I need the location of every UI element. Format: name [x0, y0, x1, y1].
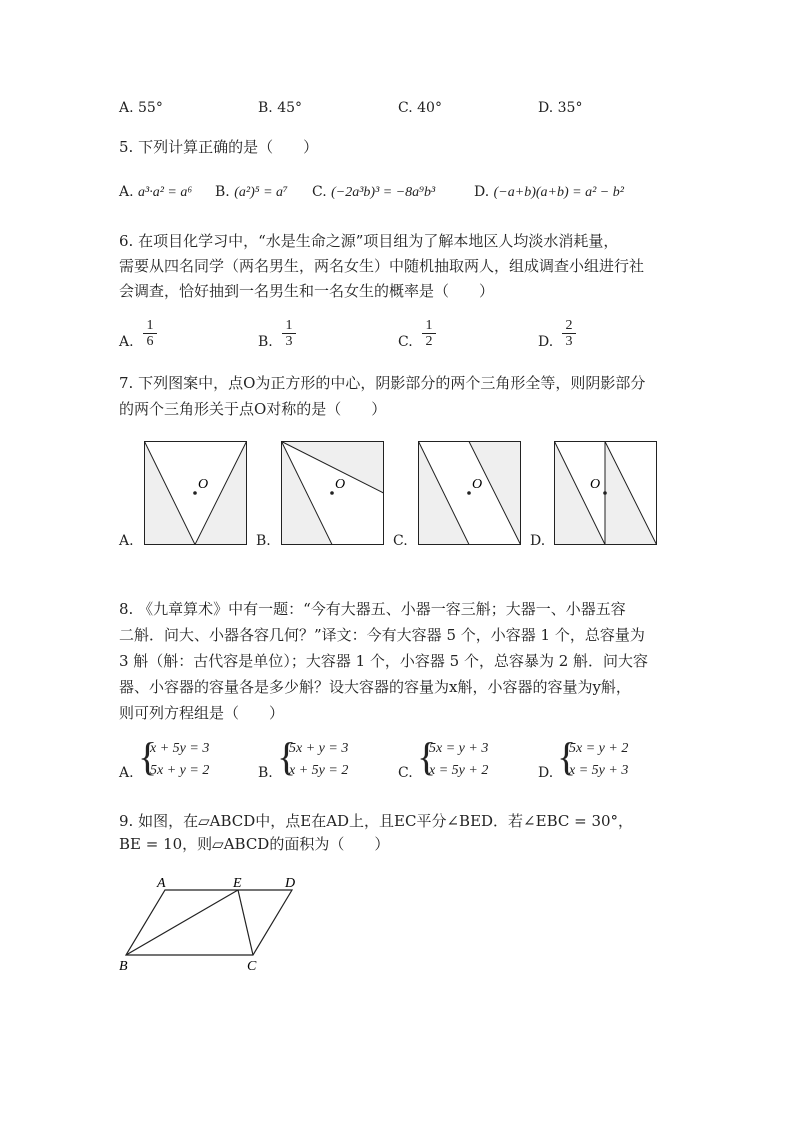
q7-stem-line1: 7. 下列图案中，点O为正方形的中心，阴影部分的两个三角形全等，则阴影部分: [119, 374, 646, 392]
center-point: [467, 491, 471, 495]
q6-stem-line1: 6. 在项目化学习中，“水是生命之源”项目组为了解本地区人均淡水消耗量，: [119, 232, 619, 250]
q6-option-c-fraction[interactable]: $\frac{1}{2}$: [422, 318, 436, 349]
q6-stem-line3: 会调查，恰好抽到一名男生和一名女生的概率是（ ）: [119, 282, 495, 300]
q8-stem-line2: 二斛．问大、小器各容几何？”译文：今有大容器 5 个，小容器 1 个，总容量为: [119, 626, 645, 644]
center-label: O: [590, 477, 601, 492]
vertex-label-c: C: [247, 959, 257, 974]
q5-option-c[interactable]: C. (−2a³b)³ = −8a⁹b³: [312, 184, 436, 200]
q7-option-d-label[interactable]: D.: [530, 533, 546, 549]
q7-figure-b[interactable]: [281, 441, 384, 545]
q7-figure-c[interactable]: [418, 441, 521, 545]
q4-option-a[interactable]: A. 55°: [119, 100, 163, 116]
q8-option-d-system[interactable]: 5x = y + 2 x = 5y + 3: [569, 741, 629, 778]
q8-option-c-system[interactable]: 5x = y + 3 x = 5y + 2: [429, 741, 489, 778]
vertex-label-b: B: [119, 959, 128, 974]
q9-stem-line2: BE = 10，则▱ABCD的面积为（ ）: [119, 835, 390, 853]
q5-option-b[interactable]: B. (a²)⁵ = a⁷: [215, 184, 288, 200]
q6-option-c-label[interactable]: C.: [398, 334, 413, 350]
q8-option-c-label[interactable]: C.: [398, 765, 413, 781]
q7-stem-line2: 的两个三角形关于点O对称的是（ ）: [119, 400, 387, 418]
q8-option-b-brace: {: [277, 734, 297, 779]
q5-option-d[interactable]: D. (−a+b)(a+b) = a² − b²: [474, 184, 624, 200]
q8-option-a-system[interactable]: x + 5y = 3 5x + y = 2: [150, 741, 210, 778]
center-label: O: [335, 477, 346, 492]
q7-option-b-label[interactable]: B.: [256, 533, 271, 549]
q8-option-a-label[interactable]: A.: [119, 765, 134, 781]
center-point: [330, 491, 334, 495]
q6-option-b-label[interactable]: B.: [258, 334, 273, 350]
q6-option-a-label[interactable]: A.: [119, 334, 134, 350]
center-point: [193, 491, 197, 495]
center-point: [603, 491, 607, 495]
q6-option-a-fraction[interactable]: $\frac{1}{6}$: [143, 318, 157, 349]
q5-stem: 5. 下列计算正确的是（ ）: [119, 138, 319, 156]
q9-parallelogram-figure: [112, 872, 312, 976]
q7-option-a-label[interactable]: A.: [119, 533, 134, 549]
q8-stem-line4: 器、小容器的容量各是多少斛？设大容器的容量为x斛，小容器的容量为y斛，: [119, 678, 631, 696]
vertex-label-e: E: [233, 876, 242, 891]
q9-stem-line1: 9. 如图，在▱ABCD中，点E在AD上，且EC平分∠BED．若∠EBC = 30°，: [119, 812, 634, 830]
q8-option-a-brace: {: [138, 734, 158, 779]
q7-figure-d[interactable]: [554, 441, 657, 545]
vertex-label-d: D: [285, 876, 296, 891]
q8-stem-line5: 则可列方程组是（ ）: [119, 704, 285, 722]
q8-option-c-brace: {: [417, 734, 437, 779]
q6-option-d-fraction[interactable]: $\frac{2}{3}$: [562, 318, 576, 349]
q6-option-d-label[interactable]: D.: [538, 334, 554, 350]
q4-option-b[interactable]: B. 45°: [258, 100, 303, 116]
q7-figure-a[interactable]: [144, 441, 247, 545]
q8-option-d-brace: {: [557, 734, 577, 779]
q7-option-c-label[interactable]: C.: [393, 533, 408, 549]
q8-stem-line1: 8. 《九章算术》中有一题：“今有大器五、小器一容三斛；大器一、小器五容: [119, 600, 626, 618]
q6-stem-line2: 需要从四名同学（两名男生，两名女生）中随机抽取两人，组成调查小组进行社: [119, 257, 645, 275]
q8-option-b-label[interactable]: B.: [258, 765, 273, 781]
center-label: O: [198, 477, 209, 492]
q8-stem-line3: 3 斛（斛：古代容是单位）；大容器 1 个，小容器 5 个，总容暴为 2 斛．问大容: [119, 652, 649, 670]
vertex-label-a: A: [157, 876, 166, 891]
center-label: O: [472, 477, 483, 492]
q8-option-d-label[interactable]: D.: [538, 765, 554, 781]
q8-option-b-system[interactable]: 5x + y = 3 x + 5y = 2: [289, 741, 349, 778]
q5-option-a[interactable]: A. a³·a² = a⁶: [119, 184, 193, 200]
q4-option-c[interactable]: C. 40°: [398, 100, 442, 116]
q4-option-d[interactable]: D. 35°: [538, 100, 583, 116]
q6-option-b-fraction[interactable]: $\frac{1}{3}$: [282, 318, 296, 349]
